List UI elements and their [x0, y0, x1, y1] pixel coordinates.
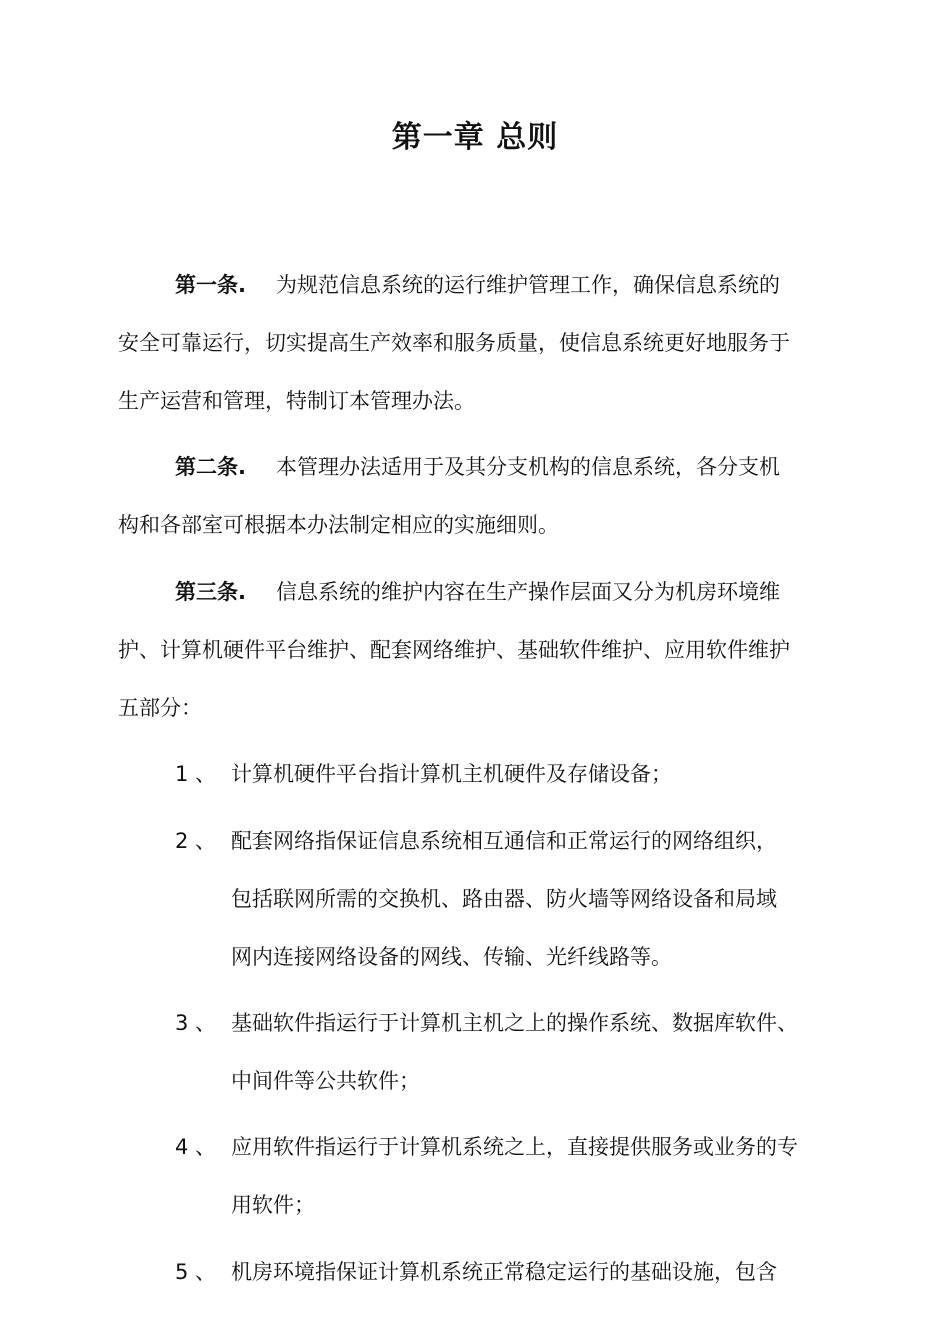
article-label: 第三条.: [175, 580, 246, 604]
item-number: 4 、: [175, 1135, 217, 1159]
list-item: [175, 745, 835, 803]
item-line: 机房环境指保证计算机系统正常稳定运行的基础设施，包含: [231, 1260, 777, 1284]
item-number: 2 、: [175, 829, 217, 853]
list-item: [175, 812, 835, 986]
article-label: 第二条.: [175, 455, 246, 479]
item-line: 计算机硬件平台指计算机主机硬件及存储设备；: [231, 762, 672, 786]
item-line: 用软件；: [231, 1193, 315, 1217]
item-line: 应用软件指运行于计算机系统之上，直接提供服务或业务的专: [231, 1135, 798, 1159]
article-line: 构和各部室可根据本办法制定相应的实施细则。: [118, 513, 559, 537]
list-item: [175, 1118, 835, 1234]
item-number: 5 、: [175, 1260, 217, 1284]
item-number: 3 、: [175, 1011, 217, 1035]
article-label: 第一条.: [175, 273, 246, 297]
article-3: [118, 563, 838, 737]
list-item: [175, 1243, 835, 1301]
article-line: 第二条. 本管理办法适用于及其分支机构的信息系统，各分支机: [175, 455, 780, 479]
list-item: [175, 994, 835, 1110]
item-line: 网内连接网络设备的网线、传输、光纤线路等。: [231, 945, 672, 969]
article-line: 五部分：: [118, 696, 202, 720]
article-line: 生产运营和管理，特制订本管理办法。: [118, 389, 475, 413]
article-line: 第三条. 信息系统的维护内容在生产操作层面又分为机房环境维: [175, 580, 780, 604]
item-line: 基础软件指运行于计算机主机之上的操作系统、数据库软件、: [231, 1011, 798, 1035]
article-line: 护、计算机硬件平台维护、配套网络维护、基础软件维护、应用软件维护: [118, 638, 790, 662]
article-2: [118, 438, 838, 554]
article-line: 安全可靠运行，切实提高生产效率和服务质量，使信息系统更好地服务于: [118, 331, 790, 355]
item-line: 包括联网所需的交换机、路由器、防火墙等网络设备和局域: [231, 887, 777, 911]
chapter-title: 第一章 总则: [391, 120, 559, 155]
item-number: 1 、: [175, 762, 217, 786]
item-line: 配套网络指保证信息系统相互通信和正常运行的网络组织，: [231, 829, 777, 853]
item-line: 中间件等公共软件；: [231, 1069, 420, 1093]
article-1: [118, 256, 838, 430]
article-line: 第一条. 为规范信息系统的运行维护管理工作，确保信息系统的: [175, 273, 780, 297]
